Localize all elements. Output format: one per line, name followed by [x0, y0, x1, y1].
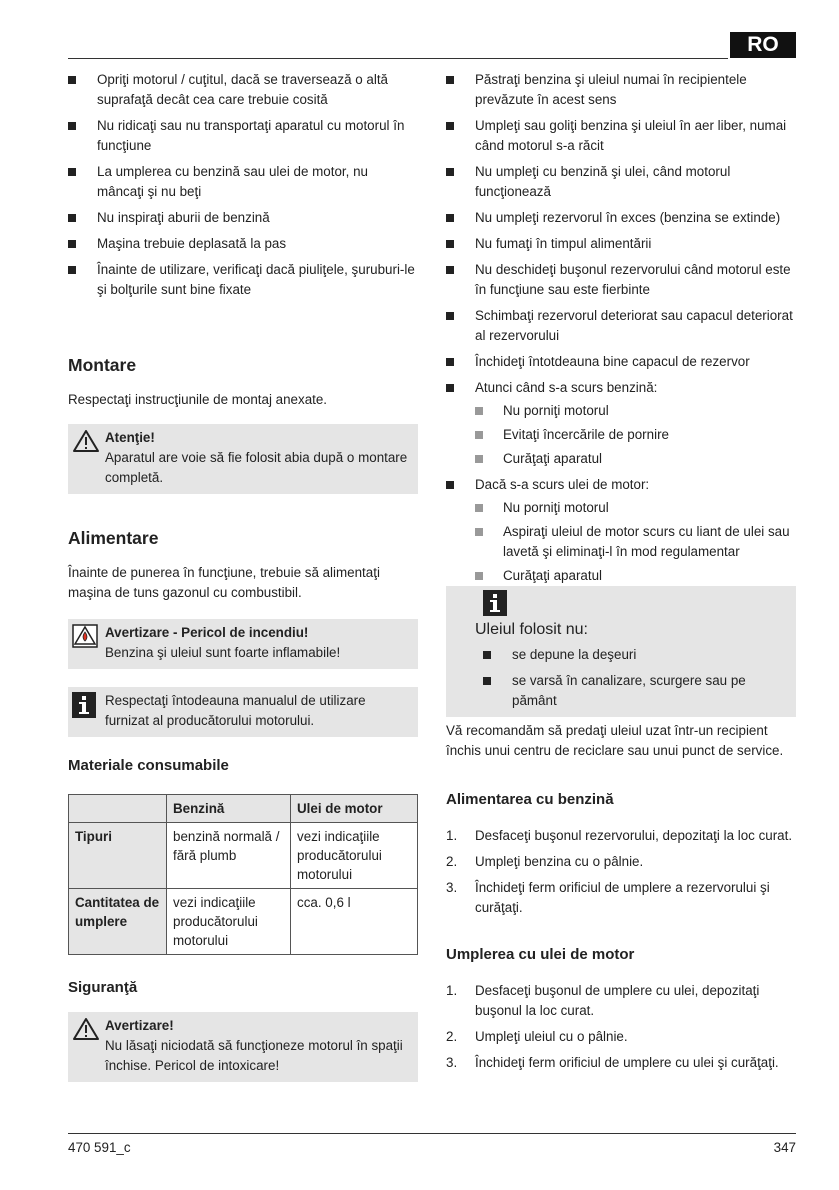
- left-column: [68, 70, 418, 1082]
- sub-list-item: Curăţaţi aparatul: [475, 566, 796, 586]
- info-icon: [72, 692, 96, 723]
- spill-ulei-label: Dacă s-a scurs ulei de motor:: [475, 477, 650, 492]
- montare-heading: Montare: [68, 355, 137, 375]
- table-header: Benzină: [167, 795, 291, 823]
- step-item: 1. Desfaceţi buşonul de umplere cu ulei, depozitaţi buşonul la loc curat.: [446, 983, 760, 1018]
- benzina-steps: [446, 826, 796, 918]
- row-label: Cantitatea de umplere: [69, 889, 167, 955]
- step-item: 2. Umpleţi uleiul cu o pâlnie.: [446, 1029, 628, 1044]
- fuel-safety-list: [446, 70, 796, 586]
- recommend-text: Vă recomandăm să predaţi uleiul uzat într-un recipient închis unui centru de reciclare sau unui punct de service.: [446, 723, 784, 758]
- siguranta-heading: Siguranţă: [68, 979, 138, 996]
- table-header: Ulei de motor: [291, 795, 418, 823]
- safety-list: [68, 70, 418, 300]
- table-cell: benzină normală / fără plumb: [167, 823, 291, 889]
- fire-warning-text: Benzina şi uleiul sunt foarte inflamabile!: [105, 645, 341, 660]
- step-item: 1. Desfaceţi buşonul rezervorului, depozitaţi la loc curat.: [446, 828, 793, 843]
- page-number: 347: [773, 1140, 796, 1155]
- step-item: 2. Umpleţi benzina cu o pâlnie.: [446, 854, 644, 869]
- step-item: 3. Închideţi ferm orificiul de umplere a rezervorului şi curăţaţi.: [446, 880, 770, 915]
- list-item: Păstraţi benzina şi uleiul numai în recipientele prevăzute în acest sens: [446, 70, 796, 110]
- table-row: [69, 795, 418, 823]
- siguranta-warning-box: [68, 1012, 418, 1082]
- table-cell: vezi indicaţiile producătorului motorului: [167, 889, 291, 955]
- sub-list-item: Curăţaţi aparatul: [475, 449, 796, 469]
- fire-hazard-icon: [72, 624, 98, 653]
- sub-list-item: Aspiraţi uleiul de motor scurs cu liant de ulei sau lavetă şi eliminaţi-l în mod regulamentar: [475, 522, 796, 562]
- warning-text: Aparatul are voie să fie folosit abia după o montare completă.: [105, 450, 408, 485]
- used-oil-info-box: [446, 586, 796, 717]
- list-item: Nu inspiraţi aburii de benzină: [68, 208, 418, 228]
- info-icon: [483, 603, 507, 620]
- table-cell: vezi indicaţiile producătorului motorului: [291, 823, 418, 889]
- warning-triangle-icon: [72, 429, 100, 458]
- list-item: Umpleţi sau goliţi benzina şi uleiul în aer liber, numai când motorul s-a răcit: [446, 116, 796, 156]
- info-text: Respectaţi întodeauna manualul de utilizare furnizat al producătorului motorului.: [105, 693, 366, 728]
- step-item: 3. Închideţi ferm orificiul de umplere cu ulei şi curăţaţi.: [446, 1055, 779, 1070]
- table-row: [69, 889, 418, 955]
- list-item: se varsă în canalizare, scurgere sau pe pământ: [483, 671, 788, 711]
- materiale-heading: Materiale consumabile: [68, 757, 229, 774]
- alimentare-info-box: [68, 687, 418, 737]
- sub-list: [475, 498, 796, 586]
- spill-benzina-label: Atunci când s-a scurs benzină:: [475, 380, 658, 395]
- warning-triangle-icon: [72, 1017, 100, 1046]
- info-title: Uleiul folosit nu:: [475, 621, 588, 638]
- sub-list-item: Evitaţi încercările de pornire: [475, 425, 796, 445]
- list-item: [446, 475, 796, 586]
- list-item: Închideţi întotdeauna bine capacul de rezervor: [446, 352, 796, 372]
- footer-rule: [68, 1133, 796, 1134]
- table-row: [69, 823, 418, 889]
- ulei-steps: [446, 981, 796, 1073]
- list-item: Nu deschideţi buşonul rezervorului când motorul este în funcţiune sau este fierbinte: [446, 260, 796, 300]
- info-list: [483, 645, 788, 711]
- alimentare-text: Înainte de punerea în funcţiune, trebuie să alimentaţi maşina de tuns gazonul cu combustibil.: [68, 565, 380, 600]
- list-item: Maşina trebuie deplasată la pas: [68, 234, 418, 254]
- right-column: [446, 70, 796, 1079]
- list-item: [446, 378, 796, 469]
- list-item: La umplerea cu benzină sau ulei de motor, nu mâncaţi şi nu beţi: [68, 162, 418, 202]
- alimentare-heading: Alimentare: [68, 528, 159, 548]
- fire-warning-box: [68, 619, 418, 669]
- language-badge: RO: [730, 32, 796, 58]
- table-corner: [69, 795, 167, 823]
- doc-code: 470 591_c: [68, 1140, 131, 1155]
- list-item: Schimbaţi rezervorul deteriorat sau capacul deteriorat al rezervorului: [446, 306, 796, 346]
- benzina-heading: Alimentarea cu benzină: [446, 791, 614, 808]
- sub-list-item: Nu porniţi motorul: [475, 401, 796, 421]
- sub-list-item: Nu porniţi motorul: [475, 498, 796, 518]
- warning-title: Avertizare!: [105, 1018, 174, 1033]
- montare-text: Respectaţi instrucţiunile de montaj anexate.: [68, 392, 328, 407]
- row-label: Tipuri: [69, 823, 167, 889]
- header-rule: [68, 58, 728, 59]
- list-item: Înainte de utilizare, verificaţi dacă piuliţele, şuruburi-le şi bolţurile sunt bine fixate: [68, 260, 418, 300]
- list-item: Nu ridicaţi sau nu transportaţi aparatul cu motorul în funcţiune: [68, 116, 418, 156]
- list-item: Opriţi motorul / cuţitul, dacă se traversează o altă suprafaţă decât cea care trebuie cosită: [68, 70, 418, 110]
- list-item: se depune la deşeuri: [483, 645, 788, 665]
- warning-text: Nu lăsaţi niciodată să funcţioneze motorul în spaţii închise. Pericol de intoxicare!: [105, 1038, 403, 1073]
- materiale-table: [68, 794, 418, 955]
- fire-warning-title: Avertizare - Pericol de incendiu!: [105, 625, 309, 640]
- list-item: Nu umpleţi rezervorul în exces (benzina se extinde): [446, 208, 796, 228]
- table-cell: cca. 0,6 l: [291, 889, 418, 955]
- list-item: Nu umpleţi cu benzină şi ulei, când motorul funcţionează: [446, 162, 796, 202]
- ulei-heading: Umplerea cu ulei de motor: [446, 946, 635, 963]
- sub-list: [475, 401, 796, 469]
- warning-title: Atenţie!: [105, 430, 155, 445]
- montare-warning-box: [68, 424, 418, 494]
- list-item: Nu fumaţi în timpul alimentării: [446, 234, 796, 254]
